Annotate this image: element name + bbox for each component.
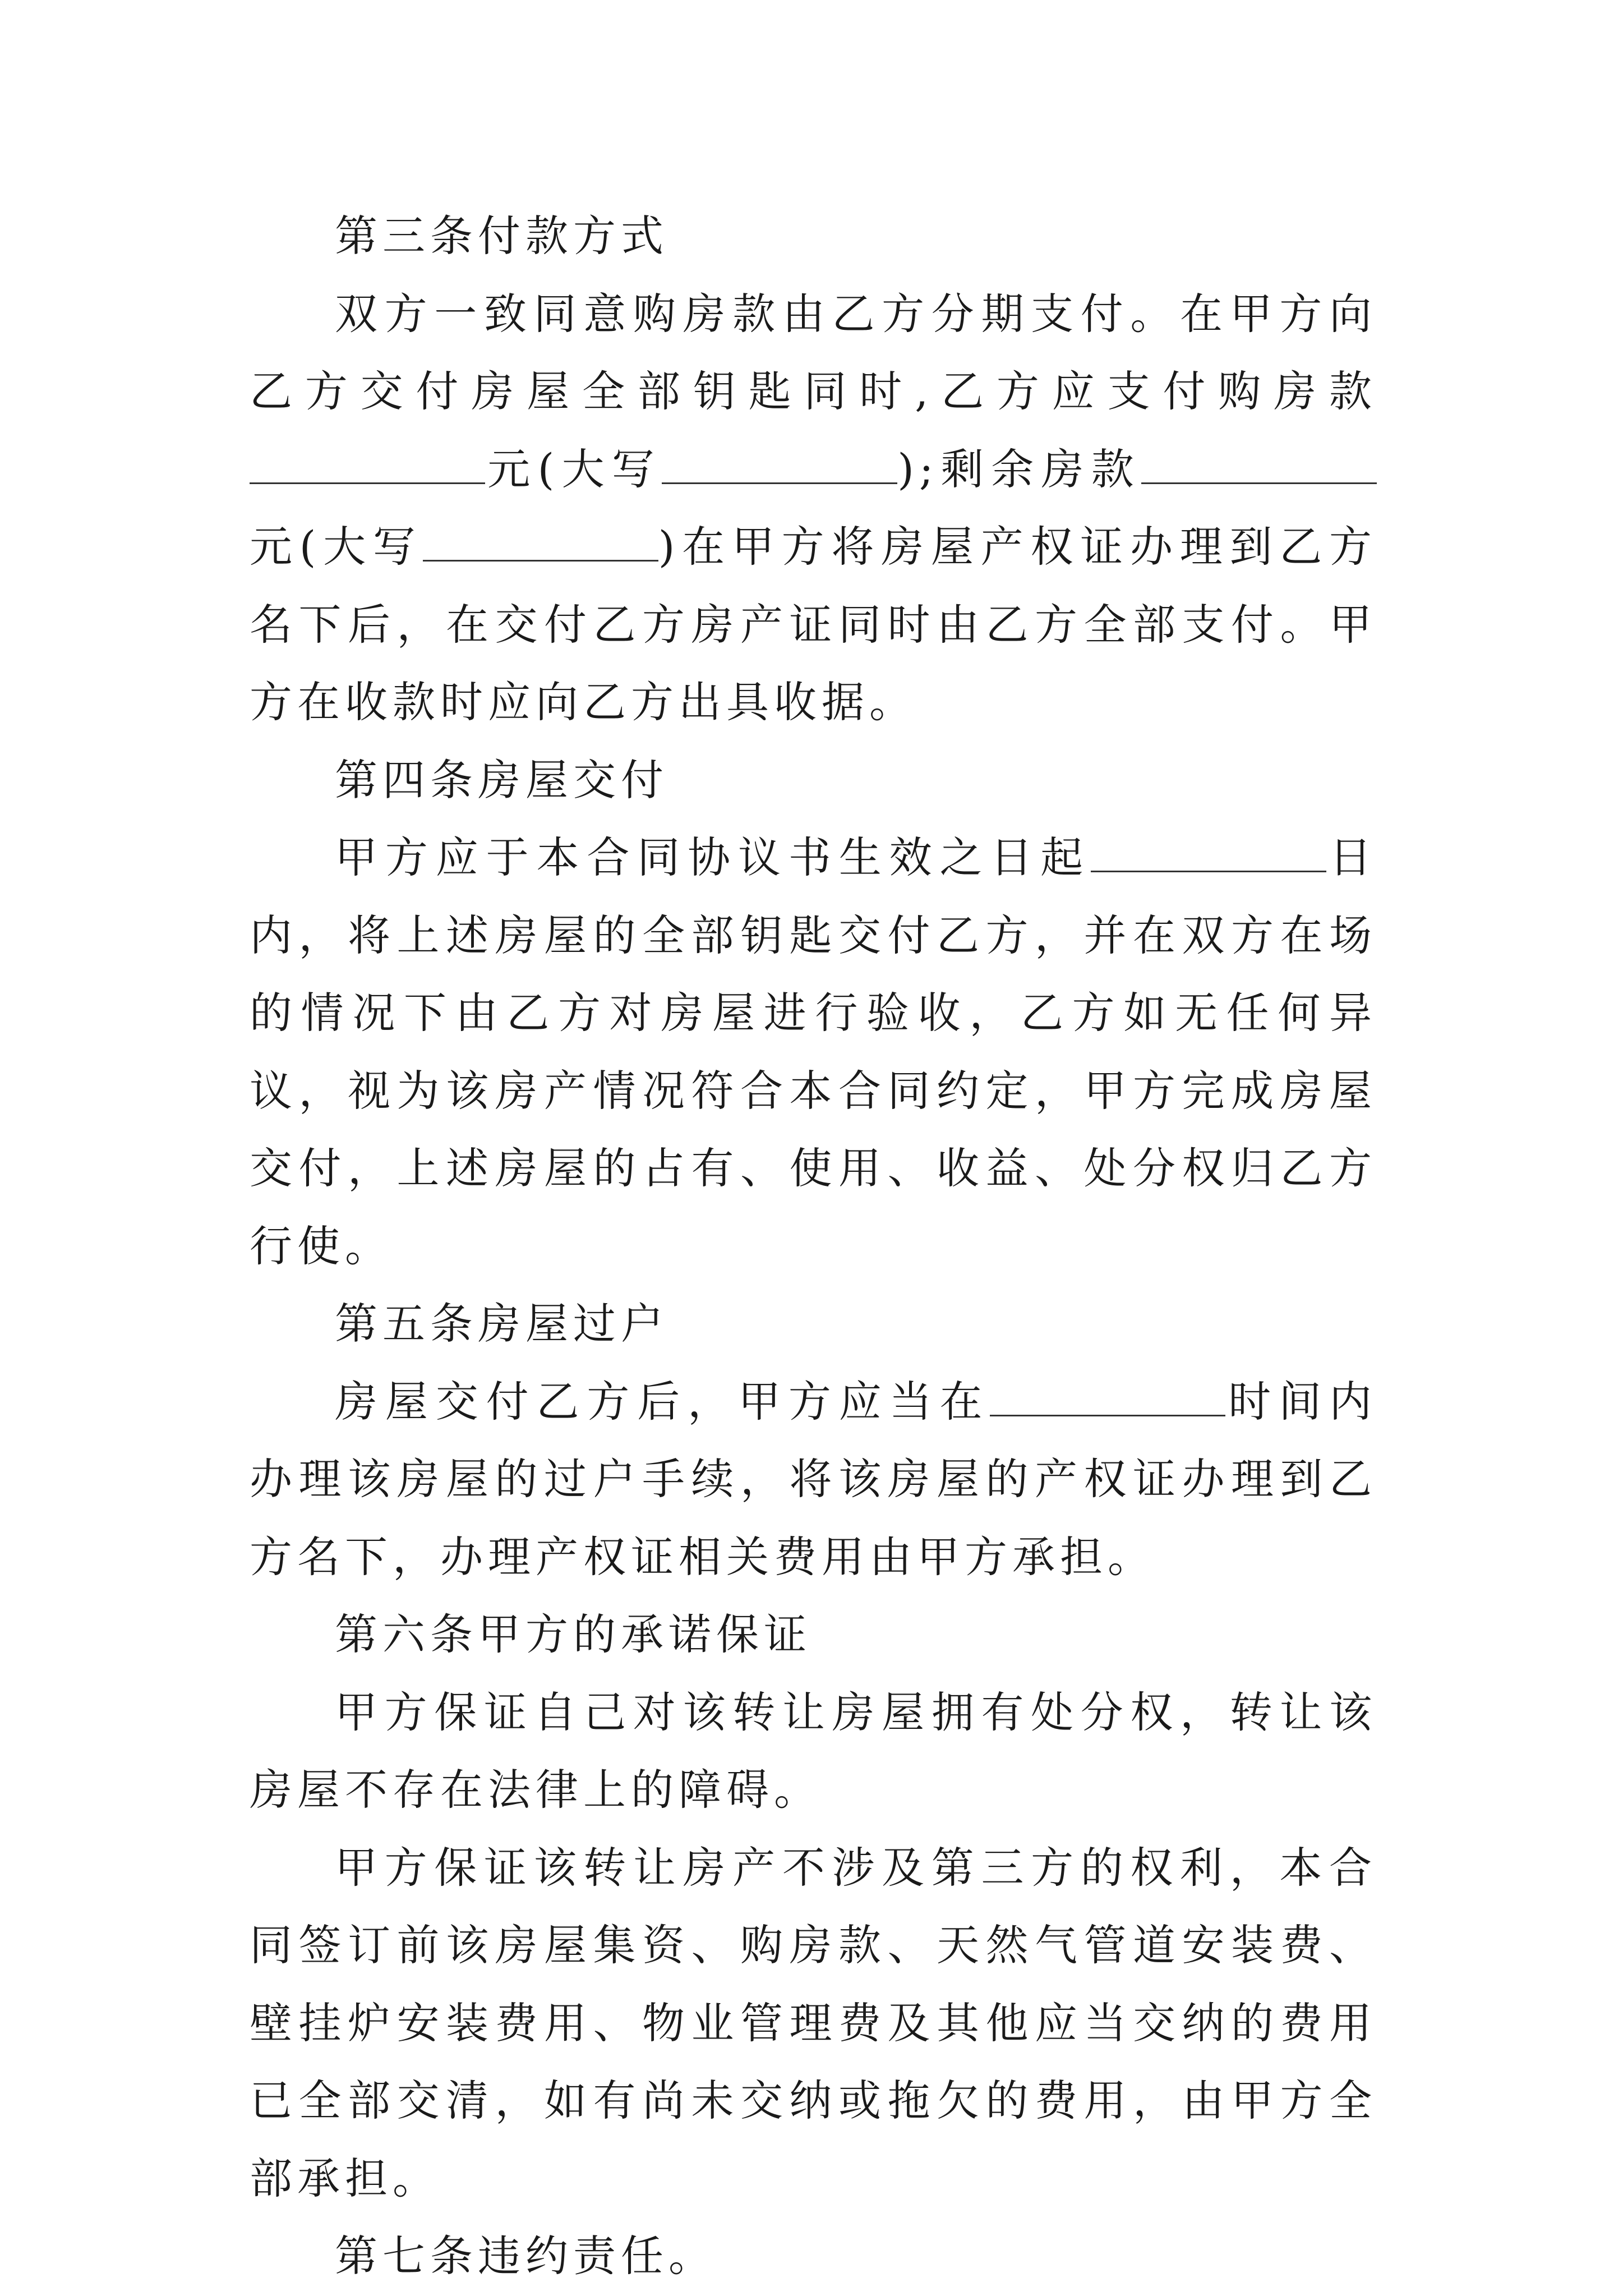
- article-5-text-a: 房屋交付乙方后，甲方应当在: [335, 1376, 990, 1427]
- article-7-title: [250, 2217, 1377, 2295]
- article-6-paragraph-2: [250, 1829, 1377, 2218]
- article-4-title: [250, 742, 1377, 820]
- article-3-title-text: 第三条付款方式: [335, 211, 668, 261]
- article-3-text-d: 元(大写: [250, 522, 423, 572]
- contract-body: [250, 197, 1377, 2295]
- article-3-text-c: );剩余房款: [897, 444, 1141, 494]
- article-6-text-2: 甲方保证该转让房产不涉及第三方的权利，本合同签订前该房屋集资、购房款、天然气管道安装费、壁挂炉安装费用、物业管理费及其他应当交纳的费用已全部交清，如有尚未交纳或拖欠的费用，由甲方全部承担。: [250, 1842, 1377, 2203]
- article-3-text-a: 双方一致同意购房款由乙方分期支付。在甲方向乙方交付房屋全部钥匙同时,乙方应支付购房款: [250, 288, 1377, 416]
- article-5-title: [250, 1285, 1377, 1363]
- article-3-paragraph: [250, 275, 1377, 742]
- article-3-title: [250, 197, 1377, 275]
- article-5-title-text: 第五条房屋过户: [335, 1299, 668, 1349]
- article-6-title: [250, 1596, 1377, 1674]
- payment-amount-blank: [250, 482, 485, 484]
- article-3-text-b: 元(大写: [485, 444, 662, 494]
- remaining-amount-words-blank: [423, 559, 658, 562]
- article-6-paragraph-1: [250, 1674, 1377, 1829]
- article-3-text-e: )在甲方将房屋产权证办理到乙方名下后，在交付乙方房产证同时由乙方全部支付。甲方在收款时应向乙方出具收据。: [250, 522, 1377, 727]
- article-4-title-text: 第四条房屋交付: [335, 754, 668, 805]
- transfer-time-blank: [990, 1414, 1225, 1416]
- article-6-title-text: 第六条甲方的承诺保证: [335, 1609, 811, 1659]
- remaining-amount-blank: [1141, 482, 1377, 484]
- article-4-text-a: 甲方应于本合同协议书生效之日起: [335, 832, 1091, 882]
- article-4-paragraph: [250, 819, 1377, 1285]
- article-5-paragraph: [250, 1363, 1377, 1596]
- article-6-text-1: 甲方保证自己对该转让房屋拥有处分权，转让该房屋不存在法律上的障碍。: [250, 1687, 1377, 1815]
- article-5-text-b: 时间内办理该房屋的过户手续，将该房屋的产权证办理到乙方名下，办理产权证相关费用由甲方承担。: [250, 1376, 1377, 1582]
- delivery-days-blank: [1091, 870, 1326, 872]
- article-4-text-b: 日内，将上述房屋的全部钥匙交付乙方，并在双方在场的情况下由乙方对房屋进行验收，乙方如无任何异议，视为该房产情况符合本合同约定，甲方完成房屋交付，上述房屋的占有、使用、收益、处分权归乙方行使。: [250, 832, 1377, 1271]
- article-7-title-text: 第七条违约责任。: [335, 2231, 716, 2281]
- payment-amount-words-blank: [662, 482, 897, 484]
